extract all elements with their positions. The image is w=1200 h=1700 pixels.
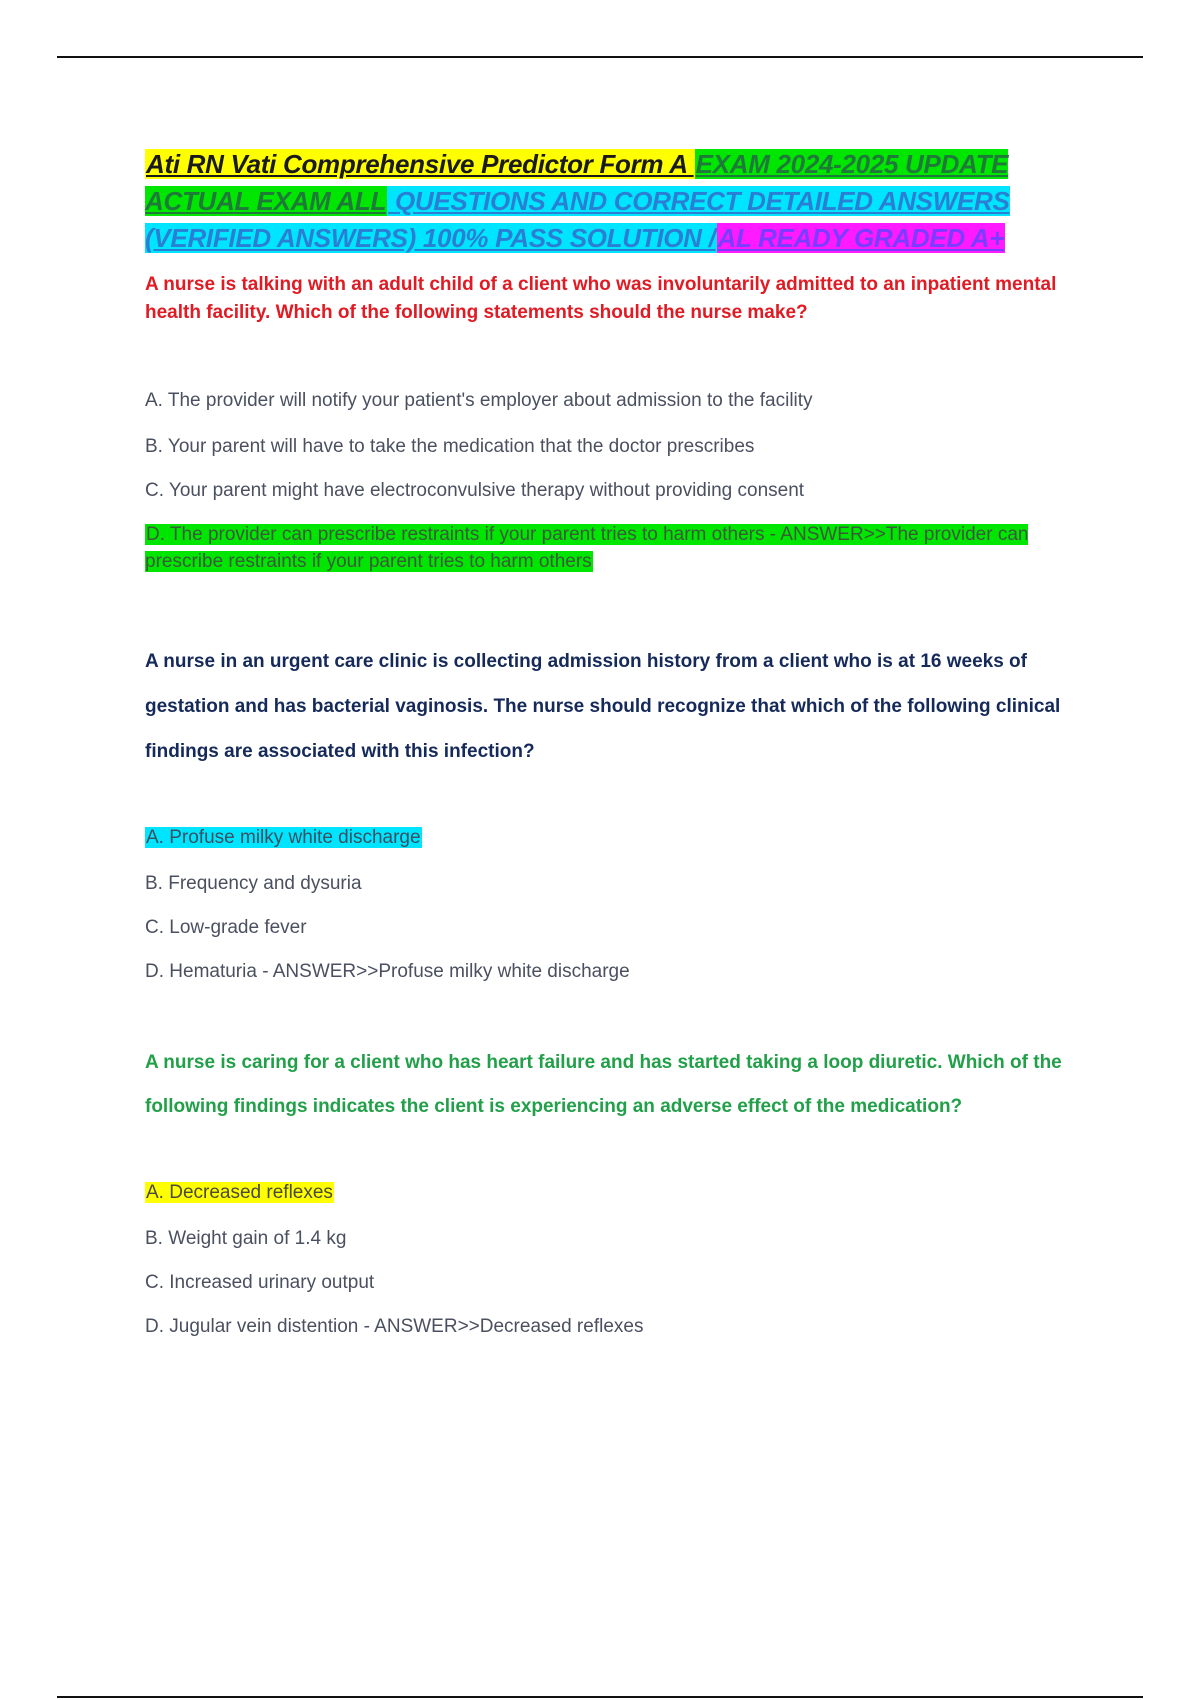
option-list-1 bbox=[145, 387, 1090, 575]
title-segment-2: EXAM 2024-2025 UPDATE ACTUAL EXAM ALL bbox=[145, 149, 1009, 216]
option-2a bbox=[145, 824, 1090, 851]
question-block-1 bbox=[145, 271, 1090, 575]
option-1d bbox=[145, 521, 1090, 575]
option-3b: B. Weight gain of 1.4 kg bbox=[145, 1228, 347, 1249]
question-stem-3: A nurse is caring for a client who has heart failure and has started taking a loop diuretic. Which of the following findings indicates the client is experiencing an adverse effect of the medication? bbox=[145, 1052, 1062, 1117]
option-list-3 bbox=[145, 1179, 1090, 1340]
option-1a: A. The provider will notify your patient's employer about admission to the facility bbox=[145, 390, 813, 411]
title-segment-4: AL READY GRADED A+ bbox=[717, 223, 1005, 253]
bottom-rule bbox=[57, 1696, 1143, 1698]
top-rule bbox=[57, 56, 1143, 58]
correct-answer-highlight-3: A. Decreased reflexes bbox=[146, 1182, 333, 1203]
document-title bbox=[145, 146, 1090, 257]
correct-answer-highlight-2: A. Profuse milky white discharge bbox=[146, 827, 421, 848]
option-2d: D. Hematuria - ANSWER>>Profuse milky white discharge bbox=[145, 961, 630, 982]
document-body bbox=[145, 146, 1090, 1340]
question-stem-2: A nurse in an urgent care clinic is collecting admission history from a client who is at 16 weeks of gestation and has bacterial vaginosis. The nurse should recognize that which of the following clinical findings are associated with this infection? bbox=[145, 651, 1061, 762]
option-2b: B. Frequency and dysuria bbox=[145, 873, 362, 894]
option-2c: C. Low-grade fever bbox=[145, 917, 307, 938]
option-3c: C. Increased urinary output bbox=[145, 1272, 375, 1293]
option-list-2 bbox=[145, 824, 1090, 985]
question-stem-1: A nurse is talking with an adult child of a client who was involuntarily admitted to an inpatient mental health facility. Which of the following statements should the nurse make? bbox=[145, 274, 1057, 323]
correct-answer-highlight-1: D. The provider can prescribe restraints if your parent tries to harm others - ANSWER>>The provider can prescribe restraints if your parent tries to harm others bbox=[145, 524, 1029, 572]
title-segment-1: Ati RN Vati Comprehensive Predictor Form A bbox=[146, 149, 694, 179]
option-3d: D. Jugular vein distention - ANSWER>>Decreased reflexes bbox=[145, 1316, 644, 1337]
option-1c: C. Your parent might have electroconvulsive therapy without providing consent bbox=[145, 480, 805, 501]
question-block-2 bbox=[145, 639, 1090, 985]
option-3a bbox=[145, 1179, 1090, 1206]
option-1b: B. Your parent will have to take the medication that the doctor prescribes bbox=[145, 436, 755, 457]
question-block-3 bbox=[145, 1041, 1090, 1340]
title-segment-3: QUESTIONS AND CORRECT DETAILED ANSWERS (VERIFIED ANSWERS) 100% PASS SOLUTION / bbox=[145, 186, 1010, 253]
